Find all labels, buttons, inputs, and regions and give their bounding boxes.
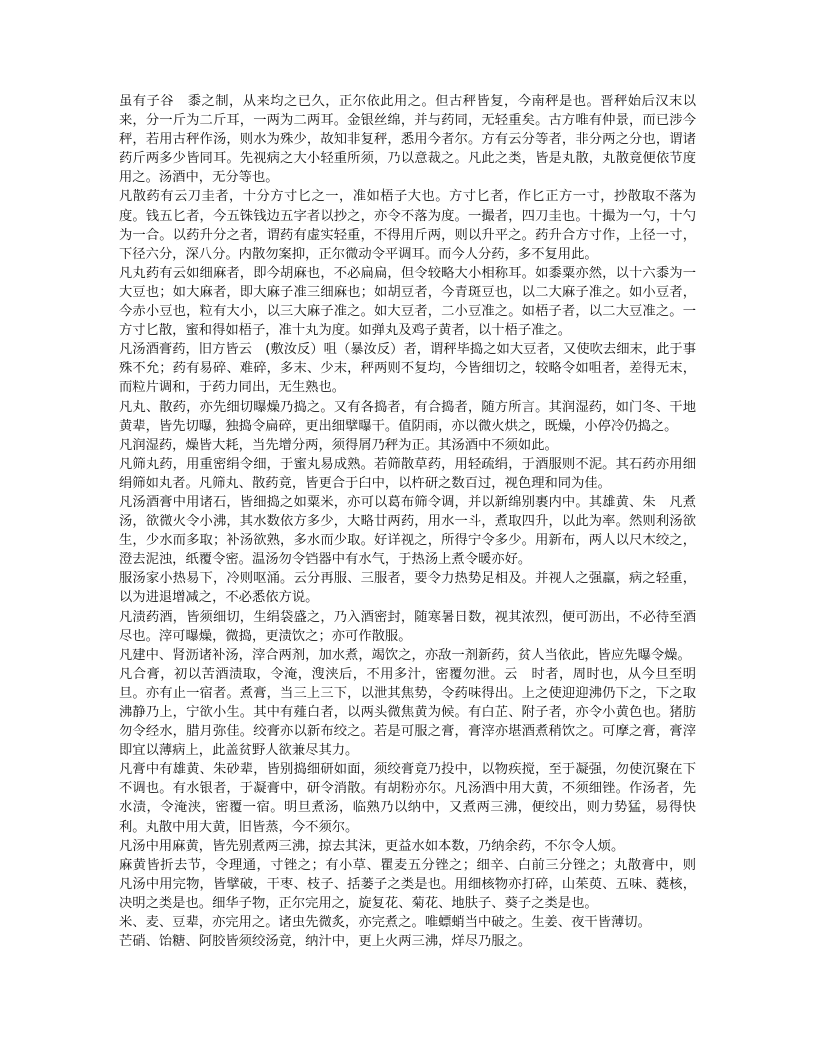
paragraph-decoction: 凡汤酒膏中用诸石，皆细捣之如粟米，亦可以葛布筛令调，并以新绵别裹内中。其雄黄、朱 凡煮汤，欲微火令小沸，其水数依方多少，大略廿两药，用水一斗，煮取四升，以此为率。然则利汤欲生，少水而多取；补汤欲熟，多水而少取。好详视之，所得宁令多少。用新布，两人以尺木绞之，澄去泥浊，纸覆令密。温汤勿令铛器中有水气，于热汤上煮令暖亦好。 [119,494,696,568]
paragraph-moist-drugs: 凡润湿药，燥皆大耗，当先增分两，须得屑乃秤为正。其汤酒中不须如此。 [119,437,558,453]
paragraph-preparing-ointment: 凡合膏，初以苦酒渍取，令淹，溲浃后，不用多汁，密覆勿泄。云 时者，周时也，从今旦至明旦。亦有止一宿者。煮膏，当三上三下，以泄其焦势，令药味得出。上之使迎迎沸仍下之，下之取沸静乃上，宁欲小生。其中有薤白者，以两头微焦黄为候。有白芷、附子者，亦令小黄色也。猪肪勿令经水，腊月弥佳。绞膏亦以新布绞之。若是可服之膏，膏滓亦堪酒煮稍饮之。可摩之膏，膏滓即宜以薄病上，此盖贫野人欲兼尽其力。 [119,666,696,759]
paragraph-taking-decoction: 服汤家小热易下，冷则呕涌。云分再服、三服者，要令力热势足相及。并视人之强羸，病之轻重，以为进退增减之，不必悉依方说。 [119,571,696,606]
paragraph-medicinal-wine: 凡渍药酒，皆须细切，生绢袋盛之，乃入酒密封，随寒暑日数，视其浓烈，便可沥出，不必待至酒尽也。滓可曝燥，微捣，更渍饮之；亦可作散服。 [119,609,696,644]
paragraph-pill-sizes: 凡丸药有云如细麻者，即今胡麻也，不必扁扁，但令较略大小相称耳。如黍粟亦然，以十六黍为一大豆也；如大麻者，即大麻子准三细麻也；如胡豆者，今青斑豆也，以二大麻子准之。如小豆者，今赤小豆也，粒有大小，以三大麻子准之。如大豆者，二小豆准之。如梧子者，以二大豆准之。一方寸匕散，蜜和得如梧子，准十丸为度。如弹丸及鸡子黄者，以十梧子准之。 [119,265,696,339]
paragraph-mirabilite: 芒硝、饴糖、阿胶皆须绞汤竟，纳汁中，更上火两三沸，烊尽乃服之。 [119,934,532,950]
paragraph-ephedra: 凡汤中用麻黄，皆先别煮两三沸，掠去其沫，更益水如本数，乃纳余药，不尔令人烦。 [119,838,625,854]
paragraph-sieving: 凡筛丸药，用重密绢令细，于蜜丸易成熟。若筛散草药，用轻疏绢，于酒服则不泥。其石药亦用细绢筛如丸者。凡筛丸、散药竟，皆更合于臼中，以杵研之数百过，视色理和同为佳。 [119,456,696,491]
paragraph-powder-measures: 凡散药有云刀圭者，十分方寸匕之一，准如梧子大也。方寸匕者，作匕正方一寸，抄散取不落为度。钱五匕者，今五铢钱边五字者以抄之，亦令不落为度。一撮者，四刀圭也。十撮为一勺，十勺为一合。以药升分之者，谓药有虚实轻重，不得用斤两，则以升平之。药升合方寸作，上径一寸，下径六分，深八分。内散勿案抑，正尔微动令平调耳。而今人分药，多不复用此。 [119,189,696,262]
paragraph-grains-and-insects: 米、麦、豆辈，亦完用之。诸虫先微炙，亦完煮之。唯螵蛸当中破之。生姜、夜干皆薄切。 [119,915,651,931]
paragraph-cutting-herbs: 凡汤酒膏药，旧方皆云 (敷汝反）咀（暴汝反）者，谓秤毕捣之如大豆者，又使吹去细末，此于事殊不允；药有易碎、难碎，多末、少末，秤两则不复均，今皆细切之，较略令如咀者，差得无末，而粒片调和，于药力同出，无生熟也。 [119,342,696,396]
paragraph-cutting-sizes: 麻黄皆折去节，令理通，寸锉之；有小草、瞿麦五分锉之；细辛、白前三分锉之；丸散膏中，则 凡汤中用完物，皆擘破，干枣、枝子、括蒌子之类是也。用细核物亦打碎，山茱萸、五味、蕤核，决明之类是也。细华子物，正尔完用之，旋复花、菊花、地肤子、葵子之类是也。 [119,857,710,911]
paragraph-tonic-decoction: 凡建中、肾沥诸补汤，滓合两剂，加水煮，竭饮之，亦敌一剂新药，贫人当依此，皆应先曝令燥。 [119,647,691,663]
document-page [119,92,710,951]
paragraph-ointment-minerals: 凡膏中有雄黄、朱砂辈，皆别捣细研如面，须绞膏竟乃投中，以物疾搅，至于凝强，勿使沉聚在下不调也。有水银者，于凝膏中，研令消散。有胡粉亦尔。凡汤酒中用大黄，不须细锉。作汤者，先水渍，令淹浃，密覆一宿。明旦煮汤，临熟乃以纳中，又煮两三沸，便绞出，则力势猛，易得快利。丸散中用大黄，旧皆蒸，今不须尔。 [119,762,696,835]
paragraph-weights-and-measures: 虽有子谷 黍之制，从来均之已久，正尔依此用之。但古秤皆复，今南秤是也。晋秤始后汉末以来，分一斤为二斤耳，一两为二两耳。金银丝绵，并与药同，无轻重矣。古方唯有仲景，而已涉今秤，若用古秤作汤，则水为殊少，故知非复秤，悉用今者尔。方有云分等者，非分两之分也，谓诸药斤两多少皆同耳。先视病之大小轻重所须，乃以意裁之。凡此之类，皆是丸散，丸散竟便依节度用之。汤酒中，无分等也。 [119,94,696,186]
paragraph-pounding-drugs: 凡丸、散药，亦先细切曝燥乃捣之。又有各捣者，有合捣者，随方所言。其润湿药，如门冬、干地黄辈，皆先切曝，独捣令扁碎，更出细擘曝干。值阴雨，亦以微火烘之，既燥，小停冷仍捣之。 [119,399,696,434]
